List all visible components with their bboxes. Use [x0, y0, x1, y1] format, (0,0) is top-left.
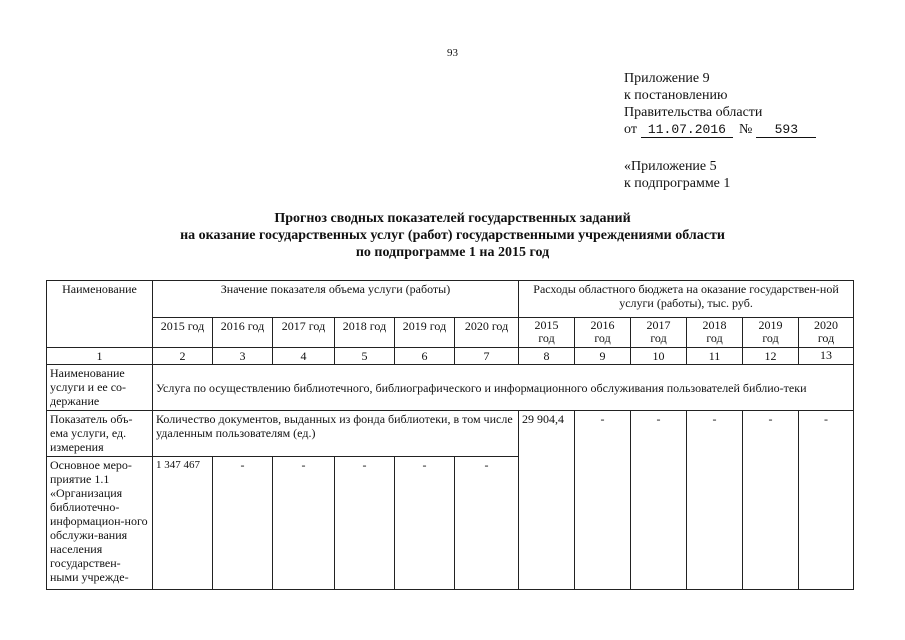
indicator-row [47, 411, 854, 457]
quote-line-2: к подпрограмме 1 [624, 176, 731, 191]
column-number: 5 [335, 348, 395, 365]
indicator-row-label: Показатель объ-ема услуги, ед. измерения [47, 411, 153, 457]
header-volume: Значение показателя объема услуги (работы) [153, 281, 519, 318]
column-number: 11 [687, 348, 743, 365]
volume-value-2015: 1 347 467 [153, 457, 213, 590]
volume-year: 2015 год [153, 318, 213, 348]
expense-year-number: 2020 [814, 318, 839, 332]
expense-year-unit: год [650, 331, 667, 345]
expense-year-unit: год [538, 331, 555, 345]
column-number: 3 [213, 348, 273, 365]
header-row-1 [47, 281, 854, 318]
appendix-date: 11.07.2016 [641, 122, 733, 138]
volume-value: - [455, 457, 519, 590]
appendix-line-3: Правительства области [624, 105, 763, 120]
column-number: 13 [799, 348, 854, 365]
expense-year-number: 2015 [534, 318, 559, 332]
header-expenses: Расходы областного бюджета на оказание государствен-ной услуги (работы), тыс. руб. [519, 281, 854, 318]
expense-year [631, 318, 687, 348]
volume-value: - [213, 457, 273, 590]
expense-year-number: 2018 [702, 318, 727, 332]
volume-value: - [273, 457, 335, 590]
column-number: 12 [743, 348, 799, 365]
volume-value: - [395, 457, 455, 590]
expense-year-unit: год [817, 331, 835, 345]
expense-year [687, 318, 743, 348]
service-row [47, 365, 854, 411]
appendix-block [624, 70, 816, 138]
quote-line-1: «Приложение 5 [624, 159, 717, 174]
expense-year-unit: год [762, 331, 779, 345]
column-number: 1 [47, 348, 153, 365]
expense-year-unit: год [594, 331, 611, 345]
expense-year [519, 318, 575, 348]
page-number: 93 [447, 47, 458, 59]
column-number: 10 [631, 348, 687, 365]
service-description: Услуга по осуществлению библиотечного, библиографического и информационного обслуживания пользователей библио-теки [153, 365, 854, 411]
column-number: 8 [519, 348, 575, 365]
title-line-3: по подпрограмме 1 на 2015 год [355, 245, 550, 260]
appendix-number-label: № [738, 122, 753, 137]
column-number: 6 [395, 348, 455, 365]
volume-year: 2018 год [335, 318, 395, 348]
expense-value-2015: 29 904,4 [519, 411, 575, 590]
service-row-label: Наименование услуги и ее со-держание [47, 365, 153, 411]
volume-year: 2016 год [213, 318, 273, 348]
volume-year: 2017 год [273, 318, 335, 348]
expense-value: - [575, 411, 631, 590]
appendix-from-label: от [624, 122, 637, 137]
expense-year [743, 318, 799, 348]
expense-value: - [799, 411, 854, 590]
column-number: 7 [455, 348, 519, 365]
expense-value: - [631, 411, 687, 590]
expense-year [799, 318, 854, 348]
appendix-line-2: к постановлению [624, 88, 728, 103]
title-line-1: Прогноз сводных показателей государственных заданий [274, 211, 631, 226]
expense-value: - [687, 411, 743, 590]
column-number: 2 [153, 348, 213, 365]
forecast-table [46, 280, 854, 590]
appendix-order-line [624, 121, 816, 138]
expense-year [575, 318, 631, 348]
column-number-row [47, 348, 854, 365]
volume-year: 2020 год [455, 318, 519, 348]
expense-year-number: 2016 [590, 318, 615, 332]
column-number: 4 [273, 348, 335, 365]
header-row-years [47, 318, 854, 348]
expense-year-number: 2017 [646, 318, 671, 332]
expense-year-unit: год [706, 331, 723, 345]
indicator-description: Количество документов, выданных из фонда библиотеки, в том числе удаленным пользователям (ед.) [153, 411, 519, 457]
expense-year-number: 2019 [758, 318, 783, 332]
volume-value: - [335, 457, 395, 590]
appendix-line-1: Приложение 9 [624, 71, 710, 86]
column-number: 9 [575, 348, 631, 365]
volume-year: 2019 год [395, 318, 455, 348]
quote-block [624, 158, 730, 192]
measure-row-label: Основное меро-приятие 1.1 «Организация библиотечно-информацион-ного обслужи-вания населения государствен-ными учрежде- [47, 457, 153, 590]
appendix-number: 593 [756, 122, 816, 138]
document-title [0, 210, 905, 261]
title-line-2: на оказание государственных услуг (работ) государственными учреждениями области [180, 228, 725, 243]
header-name: Наименование [47, 281, 153, 348]
expense-value: - [743, 411, 799, 590]
